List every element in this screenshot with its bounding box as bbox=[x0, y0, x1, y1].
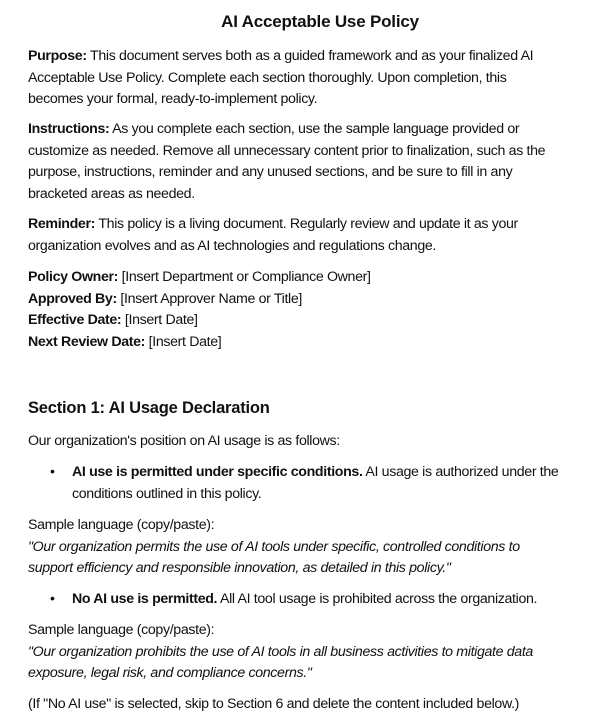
option-permitted bbox=[50, 462, 602, 505]
sample-label: Sample language (copy/paste): bbox=[28, 622, 215, 638]
approved-by-field bbox=[28, 289, 598, 311]
sample-language-not-permitted bbox=[28, 620, 598, 685]
option-bold-text: No AI use is permitted. bbox=[72, 591, 218, 607]
effective-date-field bbox=[28, 310, 598, 332]
purpose-text-line: becomes your formal, ready-to-implement policy. bbox=[28, 91, 318, 107]
reminder-paragraph bbox=[28, 214, 598, 257]
document-title: AI Acceptable Use Policy bbox=[221, 12, 419, 31]
policy-metadata bbox=[28, 267, 598, 353]
field-label: Next Review Date: bbox=[28, 333, 146, 350]
option-text-line: conditions outlined in this policy. bbox=[72, 485, 262, 502]
sample-label: Sample language (copy/paste): bbox=[28, 517, 215, 533]
sample-text-line: "Our organization permits the use of AI tools under specific, controlled conditions to bbox=[28, 538, 520, 555]
option-text-line: AI usage is authorized under the bbox=[362, 464, 559, 480]
sample-text-line: exposure, legal risk, and compliance concerns." bbox=[28, 665, 312, 681]
purpose-text-line: Acceptable Use Policy. Complete each section thoroughly. Upon completion, this bbox=[28, 69, 507, 86]
reminder-text-line: organization evolves and as AI technologies and regulations change. bbox=[28, 237, 436, 254]
purpose-text-line: This document serves both as a guided framework and as your finalized AI bbox=[86, 48, 534, 64]
instructions-text-line: bracketed areas as needed. bbox=[28, 185, 195, 202]
purpose-label: Purpose: bbox=[28, 48, 87, 64]
instructions-label: Instructions: bbox=[28, 121, 110, 137]
field-value: [Insert Date] bbox=[121, 312, 198, 328]
field-value: [Insert Approver Name or Title] bbox=[116, 290, 302, 307]
bullet-icon: • bbox=[50, 464, 55, 480]
field-label: Policy Owner: bbox=[28, 269, 119, 285]
section-1-note: (If "No AI use" is selected, skip to Section 6 and delete the content included below.) bbox=[28, 696, 520, 712]
bullet-icon: • bbox=[50, 591, 55, 607]
policy-owner-field bbox=[28, 267, 598, 289]
field-value: [Insert Department or Compliance Owner] bbox=[118, 269, 371, 285]
instructions-paragraph bbox=[28, 119, 598, 205]
option-not-permitted bbox=[50, 589, 602, 611]
sample-language-permitted bbox=[28, 515, 598, 580]
option-text-line: All AI tool usage is prohibited across the organization. bbox=[217, 591, 538, 607]
option-bold-text: AI use is permitted under specific conditions. bbox=[72, 464, 363, 480]
reminder-text-line: This policy is a living document. Regularly review and update it as your bbox=[95, 216, 518, 232]
field-label: Approved By: bbox=[28, 290, 117, 307]
sample-text-line: "Our organization prohibits the use of AI tools in all business activities to mitigate data bbox=[28, 643, 533, 660]
reminder-label: Reminder: bbox=[28, 216, 96, 232]
instructions-text-line: As you complete each section, use the sample language provided or bbox=[109, 121, 520, 137]
next-review-date-field bbox=[28, 332, 598, 354]
field-value: [Insert Date] bbox=[145, 333, 222, 350]
purpose-paragraph bbox=[28, 46, 598, 111]
section-1-heading: Section 1: AI Usage Declaration bbox=[28, 399, 270, 417]
instructions-text-line: purpose, instructions, reminder and any unused sections, and be sure to fill in any bbox=[28, 164, 513, 180]
section-1-intro: Our organization's position on AI usage is as follows: bbox=[28, 433, 340, 449]
sample-text-line: support efficiency and responsible innovation, as detailed in this policy." bbox=[28, 560, 451, 576]
field-label: Effective Date: bbox=[28, 312, 122, 328]
instructions-text-line: customize as needed. Remove all unnecessary content prior to finalization, such as the bbox=[28, 142, 546, 159]
